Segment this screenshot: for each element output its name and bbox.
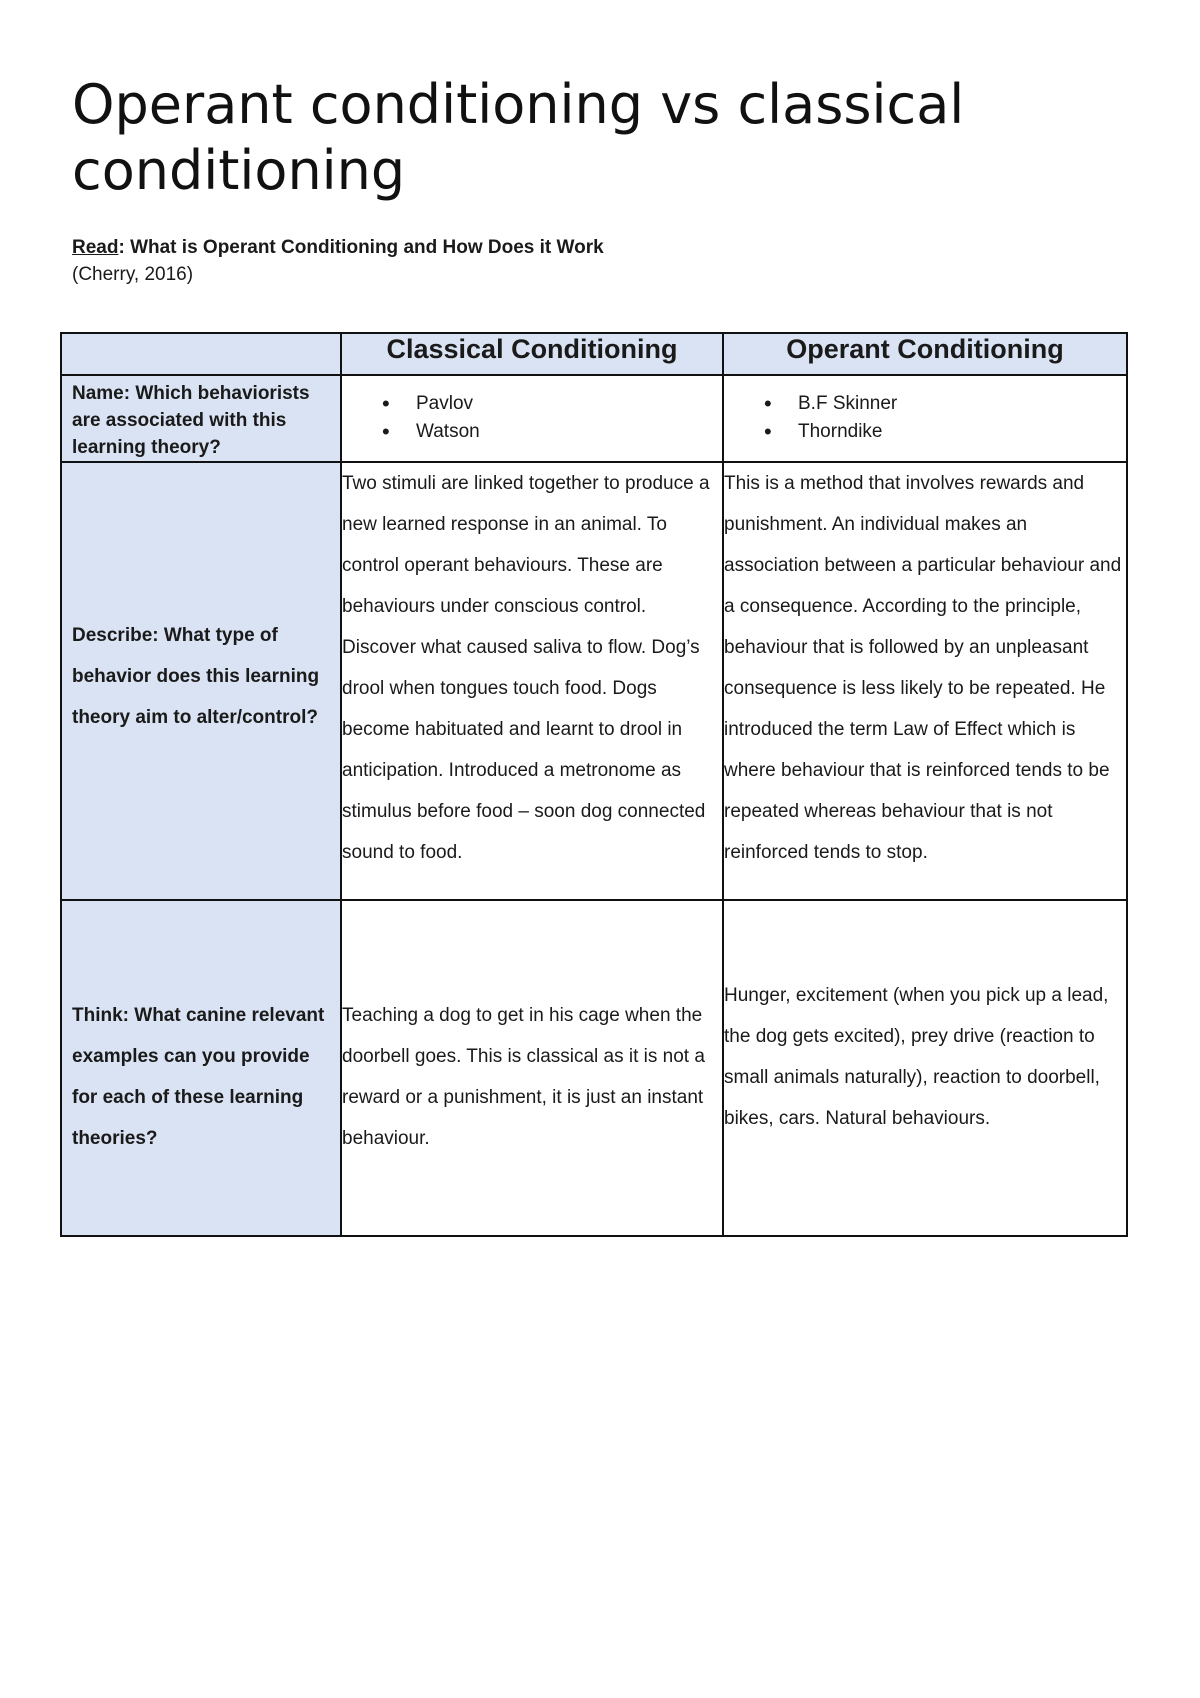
page-title: Operant conditioning vs classical conditioning	[72, 73, 965, 202]
list-item: • B.F Skinner	[724, 390, 1126, 418]
question-cell	[61, 462, 341, 900]
classical-cell	[341, 462, 723, 900]
table-row	[61, 462, 1127, 900]
reading-line	[72, 234, 604, 261]
table-row	[61, 900, 1127, 1236]
operant-cell	[723, 375, 1127, 462]
reading-reference	[72, 234, 604, 288]
classical-cell	[341, 375, 723, 462]
list-item: • Watson	[342, 418, 722, 446]
classical-behaviorists-list	[342, 390, 722, 446]
classical-description: Two stimuli are linked together to produce a new learned response in an animal. To control operant behaviours. These are behaviours under conscious control. Discover what caused saliva to flow. Dog’s drool when tongues touch food. Dogs become habituated and learnt to drool in anticipation. Introduced a metronome as stimulus before food – soon dog connected sound to food.	[342, 473, 710, 863]
question-cell	[61, 375, 341, 462]
question-think: Think: What canine relevant examples can you provide for each of these learning theories?	[72, 1005, 325, 1149]
question-name: Name: Which behaviorists are associated with this learning theory?	[72, 383, 310, 458]
operant-cell	[723, 900, 1127, 1236]
operant-description: This is a method that involves rewards and punishment. An individual makes an association between a particular behaviour and a consequence. According to the principle, behaviour that is followed by an unpleasant consequence is less likely to be repeated. He introduced the term Law of Effect which is where behaviour that is reinforced tends to be repeated whereas behaviour that is not reinforced tends to stop.	[724, 473, 1122, 863]
operant-behaviorists-list	[724, 390, 1126, 446]
read-article-title: What is Operant Conditioning and How Does it Work	[130, 237, 604, 258]
table-header-row	[61, 333, 1127, 375]
header-empty-cell	[61, 333, 341, 375]
question-cell	[61, 900, 341, 1236]
classical-cell	[341, 900, 723, 1236]
operant-cell	[723, 462, 1127, 900]
read-citation: (Cherry, 2016)	[72, 264, 194, 285]
list-item: • Pavlov	[342, 390, 722, 418]
operant-example: Hunger, excitement (when you pick up a lead, the dog gets excited), prey drive (reaction to small animals naturally), reaction to doorbell, bikes, cars. Natural behaviours.	[724, 985, 1109, 1129]
read-separator: :	[118, 237, 131, 258]
header-classical: Classical Conditioning	[341, 333, 723, 375]
read-label: Read	[72, 237, 119, 258]
classical-example: Teaching a dog to get in his cage when the doorbell goes. This is classical as it is not a reward or a punishment, it is just an instant behaviour.	[342, 1005, 705, 1149]
list-item: • Thorndike	[724, 418, 1126, 446]
header-operant: Operant Conditioning	[723, 333, 1127, 375]
table-row	[61, 375, 1127, 462]
comparison-table	[60, 332, 1128, 1237]
question-describe: Describe: What type of behavior does this learning theory aim to alter/control?	[72, 625, 320, 728]
